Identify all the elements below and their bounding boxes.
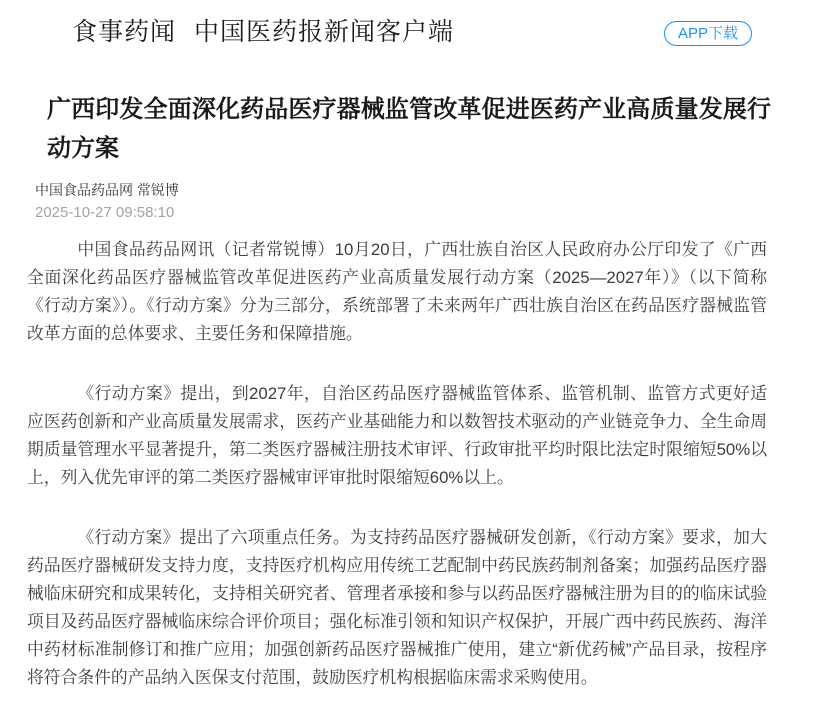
brand-name: 食事药闻 bbox=[72, 17, 177, 46]
brand-masthead bbox=[72, 12, 454, 48]
article-paragraph: 《行动方案》提出了六项重点任务。为支持药品医疗器械研发创新，《行动方案》要求，加大药品医疗器械研发支持力度，支持医疗机构应用传统工艺配制中药民族药制剂备案；加强药品医疗器械临床研究和成果转化，支持相关研究者、管理者承接和参与以药品医疗器械注册为目的的临床试验项目及药品医疗器械临床综合评价项目；强化标准引领和知识产权保护，开展广西中药民族药、海洋中药材标准制修订和推广应用；加强创新药品医疗器械推广使用，建立“新优药械”产品目录，按程序将符合条件的产品纳入医保支付范围，鼓励医疗机构根据临床需求采购使用。 bbox=[27, 528, 767, 687]
article-body bbox=[27, 236, 767, 692]
article-paragraph: 中国食品药品网讯（记者常锐博）10月20日，广西壮族自治区人民政府办公厅印发了《广西全面深化药品医疗器械监管改革促进医药产业高质量发展行动方案（2025—2027年）》（以下简称《行动方案》）。《行动方案》分为三部分，系统部署了未来两年广西壮族自治区在药品医疗器械监管改革方面的总体要求、主要任务和保障措施。 bbox=[27, 240, 767, 343]
article-meta bbox=[35, 181, 832, 223]
header bbox=[0, 0, 832, 64]
app-download-button[interactable]: APP下载 bbox=[664, 21, 752, 46]
article-paragraph: 《行动方案》提出，到2027年，自治区药品医疗器械监管体系、监管机制、监管方式更好适应医药创新和产业高质量发展需求，医药产业基础能力和以数智技术驱动的产业链竞争力、全生命周期质量管理水平显著提升，第二类医疗器械注册技术审评、行政审批平均时限比法定时限缩短50%以上，列入优先审评的第二类医疗器械审评审批时限缩短60%以上。 bbox=[27, 384, 767, 487]
article bbox=[0, 90, 832, 692]
article-byline: 中国食品药品网 常锐博 bbox=[35, 182, 179, 198]
page-title: 广西印发全面深化药品医疗器械监管改革促进医药产业高质量发展行动方案 bbox=[47, 96, 771, 162]
article-timestamp: 2025-10-27 09:58:10 bbox=[35, 204, 175, 221]
brand-client-name: 中国医药报新闻客户端 bbox=[194, 17, 455, 46]
